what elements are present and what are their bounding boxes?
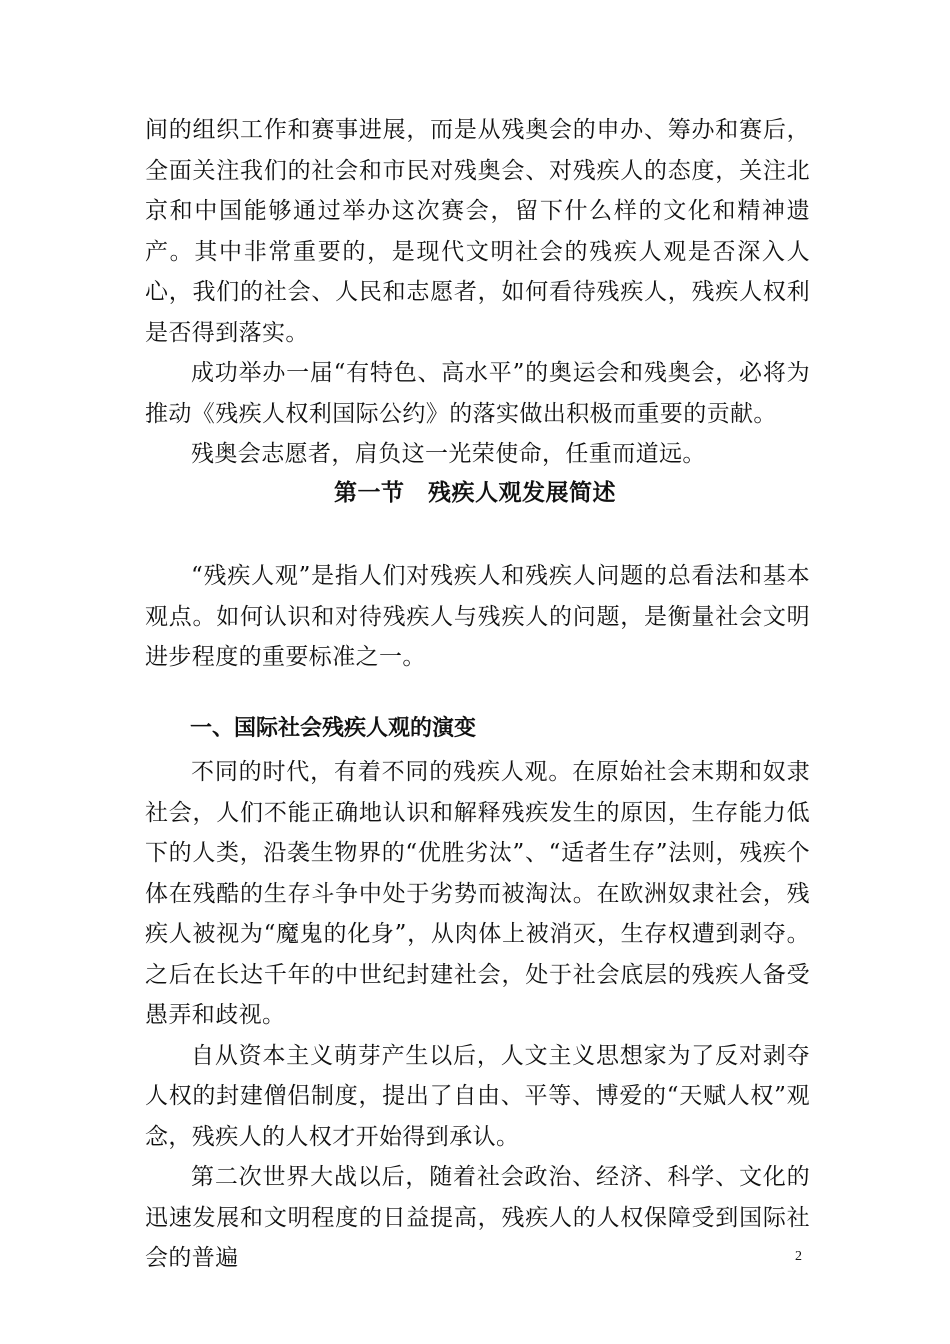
page-number: 2 (795, 1249, 802, 1264)
paragraph-humanism: 自从资本主义萌芽产生以后，人文主义思想家为了反对剥夺人权的封建僧侣制度，提出了自由、平等、博爱的“天赋人权”观念，残疾人的人权才开始得到承认。 (145, 1042, 810, 1150)
paragraph-mission: 残奥会志愿者，肩负这一光荣使命，任重而道远。 (191, 441, 706, 467)
paragraph-history: 不同的时代，有着不同的残疾人观。在原始社会末期和奴隶社会，人们不能正确地认识和解释残疾发生的原因，生存能力低下的人类，沿袭生物界的“优胜劣汰”、“适者生存”法则，残疾个体在残酷的生存斗争中处于劣势而被淘汰。在欧洲奴隶社会，残疾人被视为“魔鬼的化身”，从肉体上被消灭，生存权遭到剥夺。之后在长达千年的中世纪封建社会，处于社会底层的残疾人备受愚弄和歧视。 (145, 759, 810, 1028)
paragraph-definition: “残疾人观”是指人们对残疾人和残疾人问题的总看法和基本观点。如何认识和对待残疾人与残疾人的问题，是衡量社会文明进步程度的重要标准之一。 (145, 563, 810, 670)
paragraph-postwar: 第二次世界大战以后，随着社会政治、经济、科学、文化的迅速发展和文明程度的日益提高，残疾人的人权保障受到国际社会的普遍 (145, 1164, 810, 1271)
body-text-block (145, 752, 810, 1279)
subheading: 一、国际社会残疾人观的演变 (190, 716, 477, 741)
intro-text-block (145, 556, 810, 678)
paragraph-continued: 间的组织工作和赛事进展，而是从残奥会的申办、筹办和赛后，全面关注我们的社会和市民对残奥会、对残疾人的态度，关注北京和中国能够通过举办这次赛会，留下什么样的文化和精神遗产。其中非常重要的，是现代文明社会的残疾人观是否深入人心，我们的社会、人民和志愿者，如何看待残疾人，残疾人权利是否得到落实。 (145, 117, 810, 346)
section-title: 第一节 残疾人观发展简述 (334, 480, 616, 506)
paragraph-olympics: 成功举办一届“有特色、高水平”的奥运会和残奥会，必将为推动《残疾人权利国际公约》的落实做出积极而重要的贡献。 (145, 360, 810, 427)
opening-text-block (145, 110, 810, 475)
